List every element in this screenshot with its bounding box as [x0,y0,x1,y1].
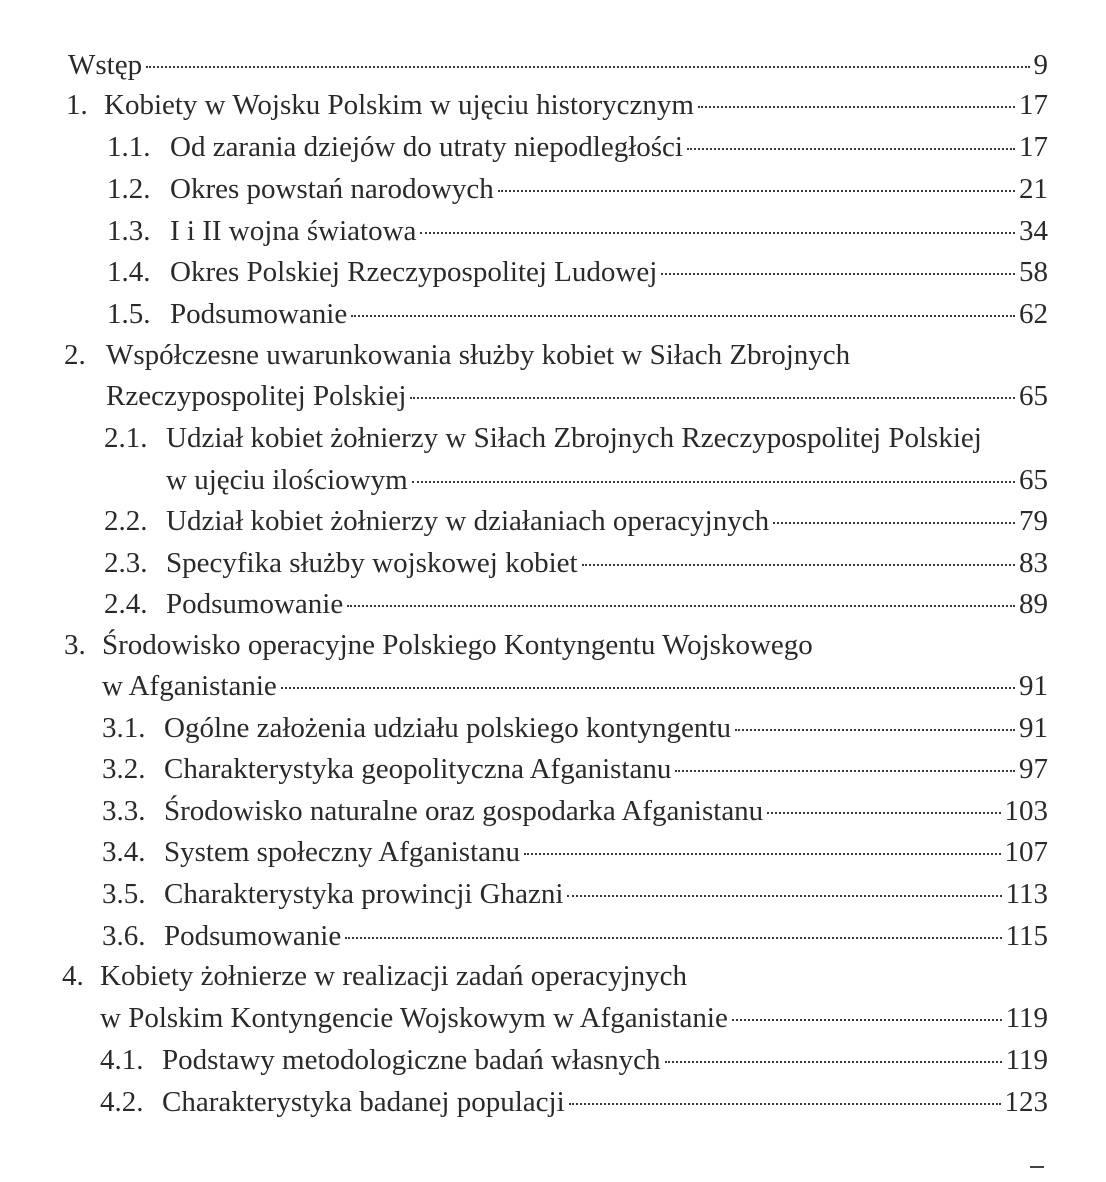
toc-entry-title: Udział kobiet żołnierzy w Siłach Zbrojnych Rzeczypospolitej Polskiej [166,422,982,454]
toc-entry-title: Charakterystyka geopolityczna Afganistanu [164,753,672,785]
toc-entry [0,748,1106,790]
toc-entry-page-number: 21 [1019,173,1048,205]
dot-leader [698,106,1015,108]
dot-leader [735,729,1015,731]
toc-entry [0,168,1106,210]
toc-entry-number: 3.3. [102,795,146,827]
toc-entry-title: Ogólne założenia udziału polskiego kontyngentu [164,712,731,744]
toc-entry-page-number: 89 [1019,588,1048,620]
toc-entry-number: 3.5. [102,878,146,910]
toc-entry-title: Środowisko operacyjne Polskiego Kontyngentu Wojskowego [102,629,813,661]
toc-entry-title: Podsumowanie [166,588,344,620]
dot-leader [498,190,1015,192]
toc-entry-number: 2.3. [104,547,148,579]
toc-entry-title: Kobiety żołnierze w realizacji zadań operacyjnych [100,960,687,992]
toc-entry-title: Podsumowanie [164,920,342,952]
toc-entry-number: 4.1. [100,1044,144,1076]
toc-entry-number: 4. [62,960,84,992]
toc-entry [0,44,1106,86]
toc-entry-number: 3.6. [102,920,146,952]
toc-entry-page-number: 115 [1005,920,1048,952]
toc-entry-title: w Afganistanie [102,670,277,702]
dot-leader [410,397,1015,399]
toc-entry-number: 3.2. [102,753,146,785]
toc-entry-title: Od zarania dziejów do utraty niepodległości [170,131,683,163]
toc-entry-page-number: 17 [1019,89,1048,121]
toc-entry-number: 2.4. [104,588,148,620]
toc-entry [0,624,1106,666]
dot-leader [524,853,1000,855]
toc-entry-title: Wstęp [68,49,143,81]
toc-entry-title: Kobiety w Wojsku Polskim w ujęciu historycznym [104,89,694,121]
dot-leader [661,273,1015,275]
toc-entry [0,997,1106,1039]
toc-entry-page-number: 119 [1005,1044,1048,1076]
toc-entry [0,210,1106,252]
dot-leader [569,1103,1001,1105]
toc-entry-page-number: 91 [1019,712,1048,744]
toc-entry-title: Środowisko naturalne oraz gospodarka Afganistanu [164,795,764,827]
toc-entry [0,459,1106,501]
toc-entry [0,665,1106,707]
toc-entry-title: Współczesne uwarunkowania służby kobiet w Siłach Zbrojnych [106,339,851,371]
toc-entry-page-number: 17 [1019,131,1048,163]
dot-leader [567,895,1001,897]
toc-entry [0,542,1106,584]
toc-entry [0,583,1106,625]
toc-entry-page-number: 123 [1004,1086,1048,1118]
toc-entry [0,84,1106,126]
dot-leader [687,148,1015,150]
toc-entry-number: 1. [66,89,88,121]
dot-leader [582,564,1015,566]
toc-entry [0,1039,1106,1081]
toc-entry [0,500,1106,542]
toc-entry-number: 2.2. [104,505,148,537]
toc-entry [0,293,1106,335]
toc-entry-number: 1.4. [107,256,151,288]
toc-entry [0,251,1106,293]
dot-leader [675,770,1015,772]
toc-entry-page-number: 97 [1019,753,1048,785]
toc-entry-page-number: 62 [1019,298,1048,330]
toc-entry-title: Okres Polskiej Rzeczypospolitej Ludowej [170,256,658,288]
toc-entry-number: 2.1. [104,422,148,454]
dot-leader [732,1019,1002,1021]
dot-leader [281,687,1015,689]
toc-entry [0,915,1106,957]
toc-entry-page-number: 119 [1005,1002,1048,1034]
toc-entry-title: Udział kobiet żołnierzy w działaniach operacyjnych [166,505,770,537]
toc-entry-page-number: 103 [1004,795,1048,827]
toc-entry-title: Charakterystyka prowincji Ghazni [164,878,564,910]
toc-entry [0,955,1106,997]
toc-entry-number: 4.2. [100,1086,144,1118]
toc-entry-number: 1.3. [107,215,151,247]
toc-entry-page-number: 83 [1019,547,1048,579]
toc-entry-page-number: 79 [1019,505,1048,537]
toc-entry [0,707,1106,749]
toc-entry-title: Specyfika służby wojskowej kobiet [166,547,578,579]
toc-entry-title: Okres powstań narodowych [170,173,494,205]
toc-entry-title: Podsumowanie [170,298,348,330]
toc-entry-page-number: 113 [1005,878,1048,910]
toc-entry-number: 3. [64,629,86,661]
toc-entry-title: Charakterystyka badanej populacji [162,1086,565,1118]
toc-entry-title: w ujęciu ilościowym [166,464,408,496]
toc-entry [0,873,1106,915]
toc-entry-page-number: 91 [1019,670,1048,702]
dot-leader [412,481,1015,483]
toc-entry [0,375,1106,417]
toc-entry-title: w Polskim Kontyngencie Wojskowym w Afganistanie [100,1002,728,1034]
toc-entry [0,417,1106,459]
toc-entry-title: Rzeczypospolitej Polskiej [106,380,407,412]
dot-leader [665,1061,1002,1063]
dot-leader [347,605,1015,607]
toc-entry [0,126,1106,168]
toc-entry-number: 1.5. [107,298,151,330]
toc-entry-number: 1.1. [107,131,151,163]
toc-entry-title: Podstawy metodologiczne badań własnych [162,1044,661,1076]
toc-entry [0,1081,1106,1123]
toc-entry-title: System społeczny Afganistanu [164,836,521,868]
dot-leader [420,232,1015,234]
toc-entry-page-number: 107 [1004,836,1048,868]
dot-leader [767,812,1000,814]
toc-entry [0,334,1106,376]
toc-entry-page-number: 58 [1019,256,1048,288]
toc-entry-title: I i II wojna światowa [170,215,417,247]
toc-entry-page-number: 65 [1019,380,1048,412]
dot-leader [345,937,1001,939]
toc-entry-number: 3.4. [102,836,146,868]
toc-entry [0,831,1106,873]
toc-entry-page-number: 34 [1019,215,1048,247]
toc-entry-number: 1.2. [107,173,151,205]
dot-leader [146,66,1029,68]
page-footer-mark [1030,1166,1044,1168]
toc-entry-page-number: 9 [1033,49,1048,81]
toc-entry-number: 2. [64,339,86,371]
dot-leader [773,522,1015,524]
toc-entry [0,790,1106,832]
toc-entry-number: 3.1. [102,712,146,744]
toc-entry-page-number: 65 [1019,464,1048,496]
dot-leader [351,315,1015,317]
